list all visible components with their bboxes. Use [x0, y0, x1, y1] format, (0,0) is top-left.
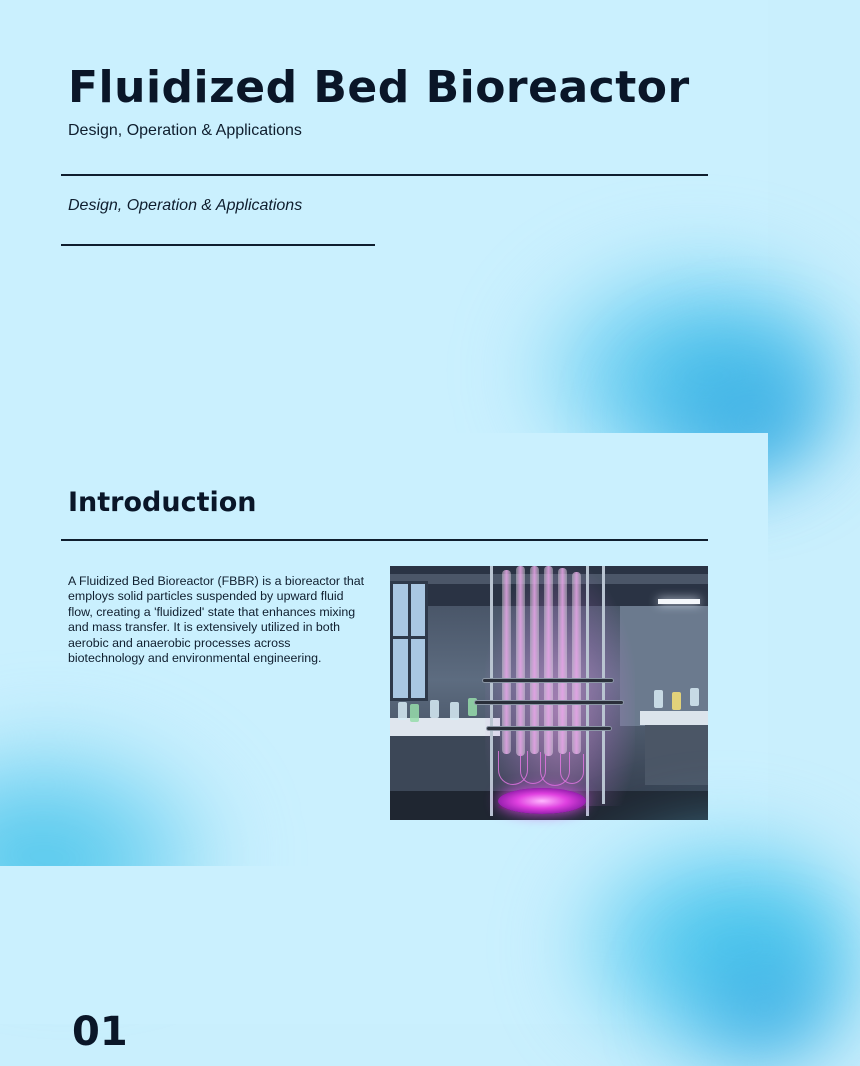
lab-bottle	[654, 690, 663, 708]
lab-bottle	[410, 704, 419, 722]
lab-bottle	[398, 702, 407, 720]
clamp-ring	[482, 678, 614, 683]
lab-bottle	[450, 702, 459, 720]
presentation-tagline: Design, Operation & Applications	[68, 197, 303, 214]
bioreactor-lab-photo	[390, 566, 708, 820]
lab-cabinet	[390, 736, 500, 791]
lab-cabinet	[645, 725, 708, 785]
support-rod	[602, 566, 605, 804]
section-number: 01	[72, 1009, 128, 1055]
clamp-ring	[474, 700, 624, 705]
divider-line	[61, 539, 708, 541]
introduction-slide	[0, 433, 768, 866]
glowing-reactor-base	[498, 788, 586, 814]
presentation-title: Fluidized Bed Bioreactor	[68, 62, 690, 113]
window-frame	[390, 636, 428, 639]
decorative-blue-blob	[660, 926, 840, 1066]
lab-bottle	[430, 700, 439, 718]
lab-bench	[640, 711, 708, 725]
introduction-paragraph: A Fluidized Bed Bioreactor (FBBR) is a bioreactor that employs solid particles suspended by upward fluid flow, creating a 'fluidized' state that enhances mixing and mass transfer. It is extensively utilized in both aerobic and anaerobic processes across biotechnology and environmental engineering.	[68, 574, 365, 666]
presentation-subtitle: Design, Operation & Applications	[68, 122, 302, 139]
window-frame	[408, 581, 411, 701]
section-heading: Introduction	[68, 487, 257, 518]
lab-bench	[390, 718, 500, 736]
short-divider-line	[61, 244, 375, 246]
lab-bottle	[672, 692, 681, 710]
lab-bottle	[690, 688, 699, 706]
title-slide	[0, 0, 768, 433]
section-number-partial	[72, 1009, 142, 1055]
support-rod	[490, 566, 493, 816]
ceiling-lamp	[658, 599, 700, 604]
support-rod	[586, 566, 589, 816]
divider-line	[61, 174, 708, 176]
clamp-ring	[486, 726, 612, 731]
next-slide	[0, 866, 768, 1055]
tubing	[560, 754, 584, 784]
